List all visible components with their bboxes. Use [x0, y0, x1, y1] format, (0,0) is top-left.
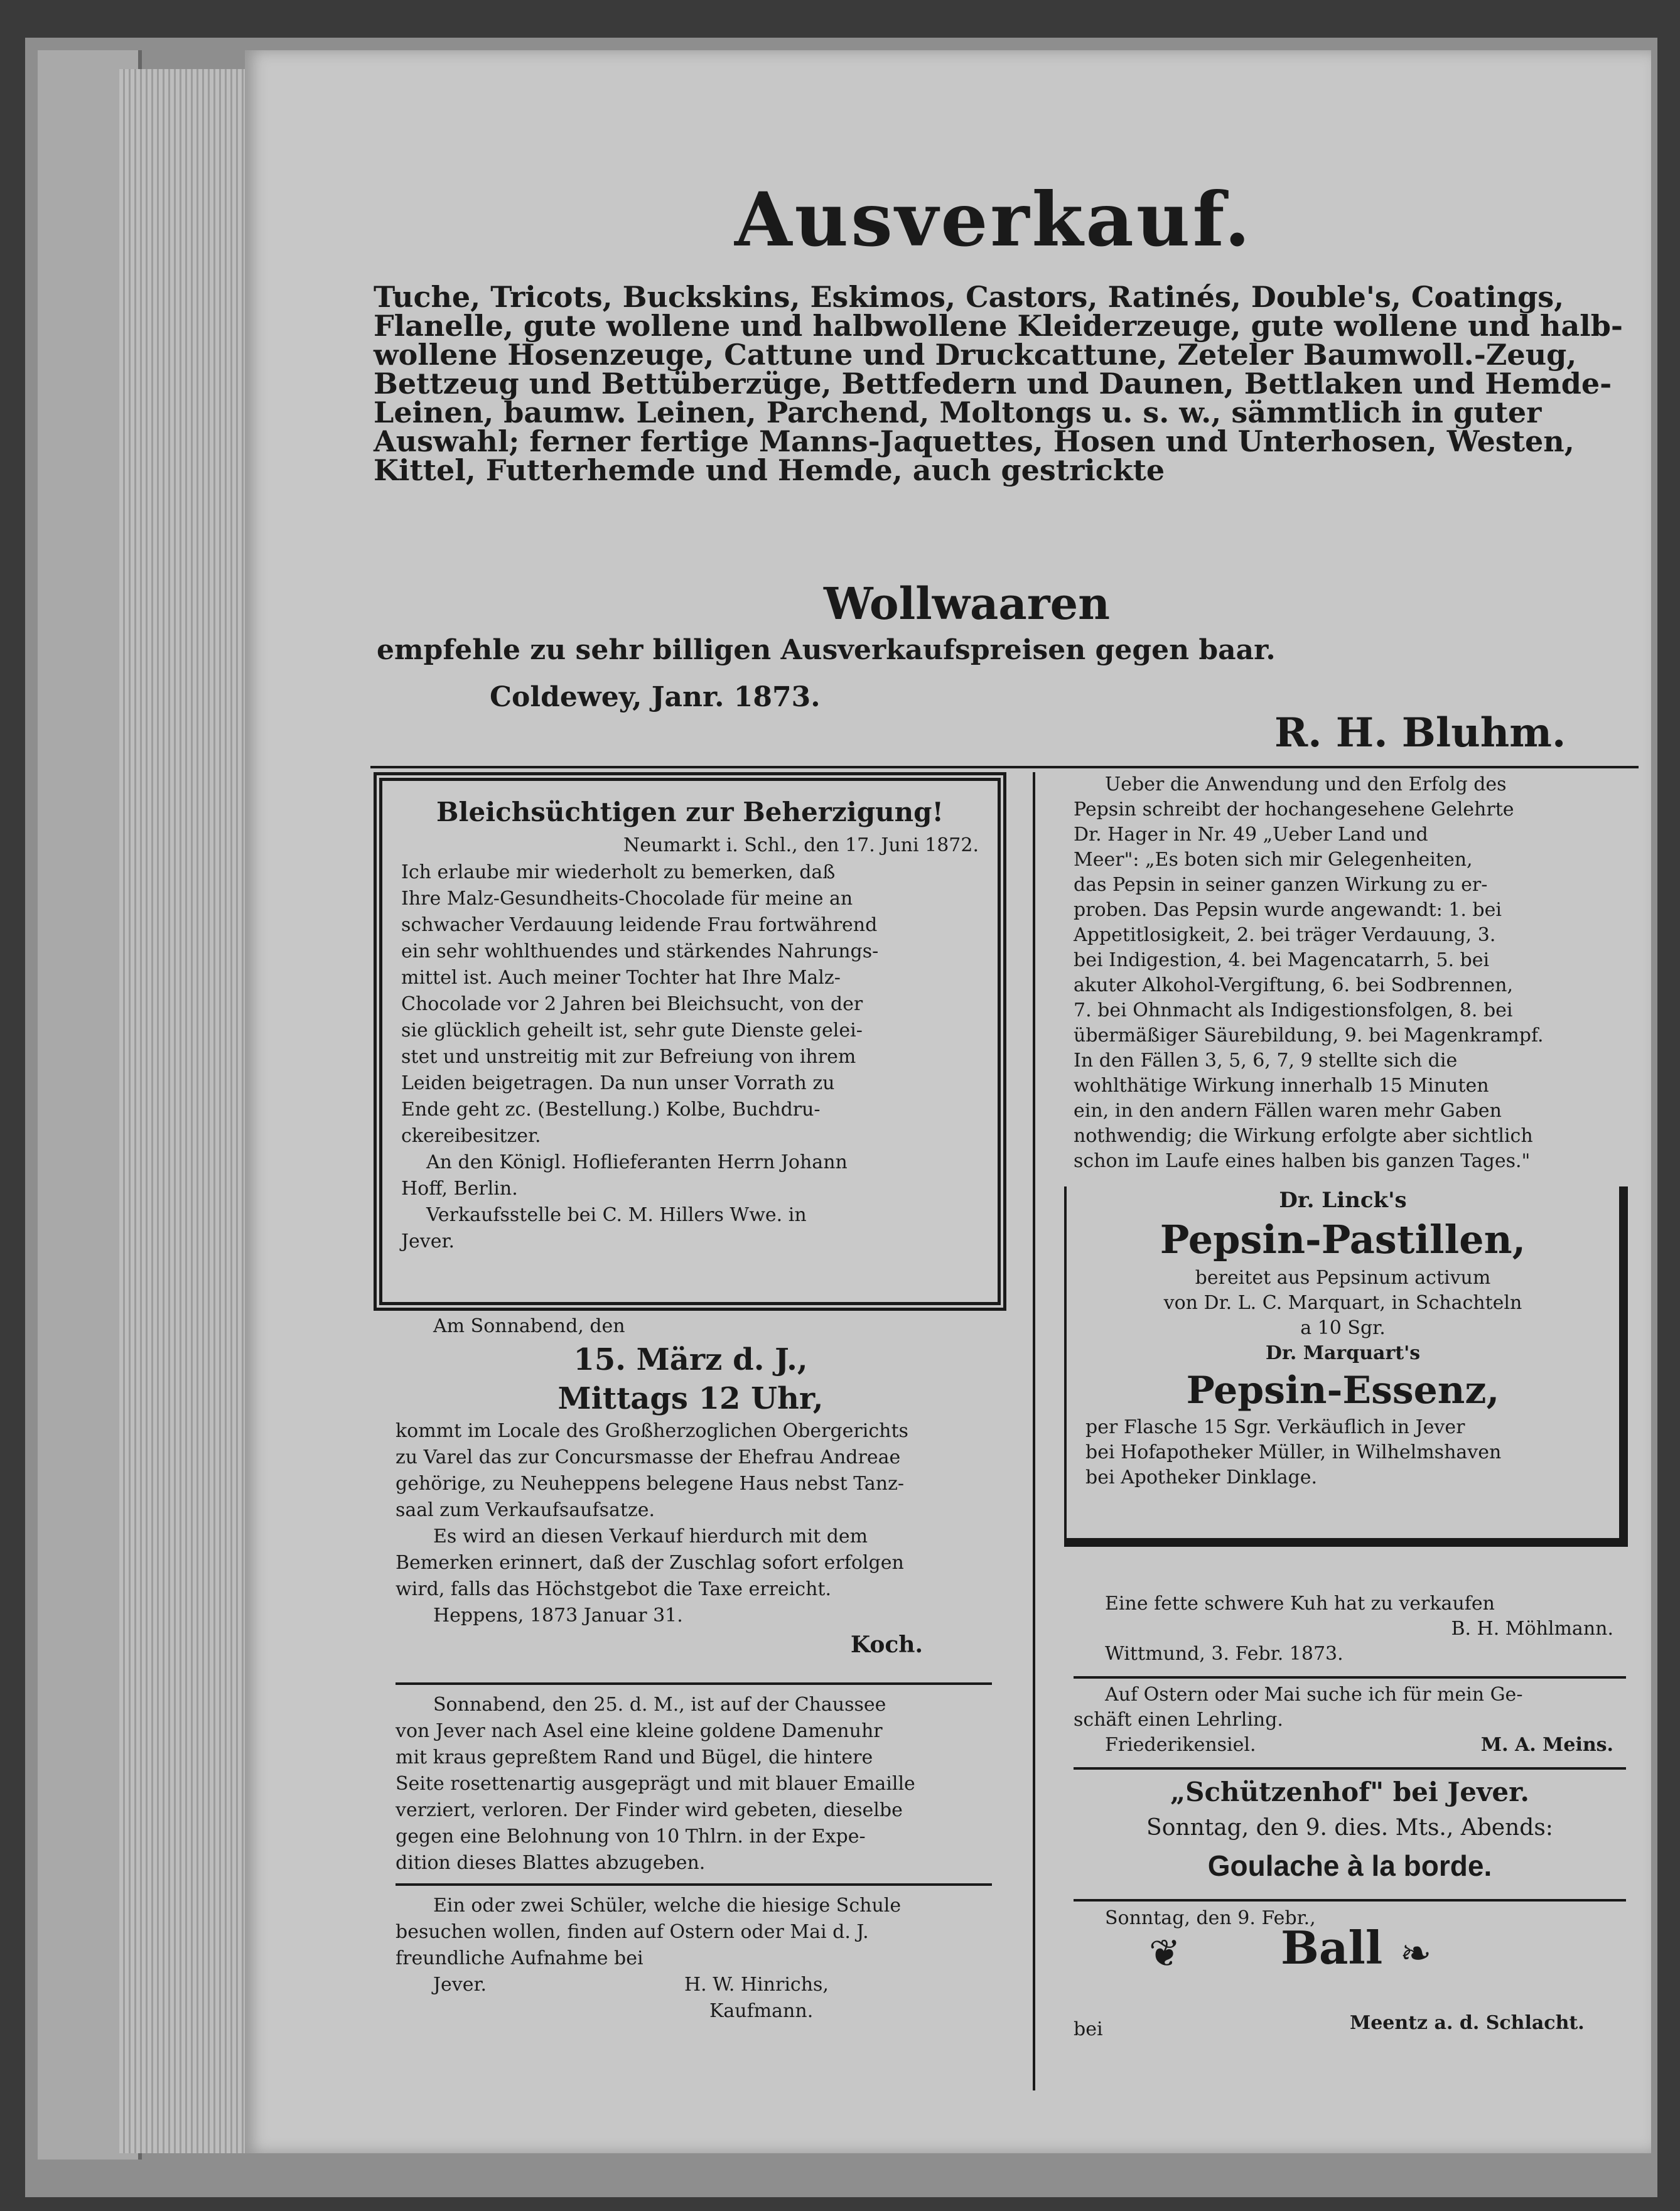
- ausverkauf-line: Bettzeug und Bettüberzüge, Bettfedern und Daunen, Bettlaken und Hemde-: [374, 367, 1612, 401]
- auction-time: Mittags 12 Uhr,: [557, 1381, 824, 1416]
- ausverkauf-line: Auswahl; ferner fertige Manns-Jaquettes, Hosen und Unterhosen, Westen,: [374, 424, 1575, 458]
- auction-ad: [396, 1312, 986, 1660]
- schueler-role: Kaufmann.: [709, 2000, 814, 2022]
- wollwaaren-heading: Wollwaaren: [823, 578, 1111, 630]
- bleichsucht-line: Jever.: [401, 1230, 455, 1252]
- pepsin-line: ein, in den andern Fällen waren mehr Gaben: [1074, 1100, 1502, 1122]
- divider: [370, 766, 1639, 768]
- schueler-line: freundliche Aufnahme bei: [396, 1947, 643, 1969]
- kuh-place: Wittmund, 3. Febr. 1873.: [1105, 1643, 1343, 1665]
- divider: [1074, 1676, 1626, 1679]
- pepsin-line: das Pepsin in seiner ganzen Wirkung zu er-: [1074, 874, 1488, 896]
- ausverkauf-line: Flanelle, gute wollene und halbwollene Kleiderzeuge, gute wollene und halb-: [374, 309, 1623, 343]
- bleichsucht-line: ckereibesitzer.: [401, 1125, 541, 1147]
- schueler-ad: [396, 1893, 986, 2025]
- schueler-line: Ein oder zwei Schüler, welche die hiesige Schule: [433, 1895, 902, 1917]
- bleichsucht-line: Ihre Malz-Gesundheits-Chocolade für meine an: [401, 888, 853, 910]
- ausverkauf-line: Leinen, baumw. Leinen, Parchend, Moltongs u. s. w., sämmtlich in guter: [374, 395, 1542, 429]
- ball-date: Sonntag, den 9. Febr.,: [1105, 1907, 1316, 1929]
- lehrling-sign-row: [1074, 1733, 1626, 1759]
- pepsin-line: Appetitlosigkeit, 2. bei träger Verdauung, 3.: [1074, 924, 1496, 946]
- bleichsucht-line: ein sehr wohlthuendes und stärkendes Nahrungs-: [401, 940, 879, 962]
- divider: [396, 1883, 992, 1886]
- ausverkauf-body: [374, 282, 1629, 485]
- pepsin-maker: von Dr. L. C. Marquart, in Schachteln: [1163, 1292, 1522, 1314]
- pepsin-dr-marquart: Dr. Marquart's: [1265, 1342, 1421, 1364]
- auction-line: Heppens, 1873 Januar 31.: [433, 1605, 683, 1627]
- page-edges: [119, 69, 257, 2153]
- schuetzenhof-event: Goulache à la borde.: [1207, 1849, 1492, 1882]
- bleichsucht-line: schwacher Verdauung leidende Frau fortwährend: [401, 914, 878, 936]
- bleichsucht-line: An den Königl. Hoflieferanten Herrn Johann: [426, 1151, 848, 1173]
- bleichsucht-line: mittel ist. Auch meiner Tochter hat Ihre Malz-: [401, 967, 841, 989]
- lost-line: gegen eine Belohnung von 10 Thlrn. in der Expe-: [396, 1826, 866, 1848]
- bleichsucht-line: Leiden beigetragen. Da nun unser Vorrath zu: [401, 1072, 835, 1094]
- ball-title: Ball: [1281, 1921, 1383, 1974]
- ausverkauf-signature: R. H. Bluhm.: [1274, 709, 1566, 756]
- ausverkauf-line: Kittel, Futterhemde und Hemde, auch gestrickte: [374, 453, 1165, 487]
- ausverkauf-title: Ausverkauf.: [735, 176, 1253, 263]
- pepsin-line: bei Indigestion, 4. bei Magencatarrh, 5. bei: [1074, 949, 1490, 971]
- lost-line: mit kraus gepreßtem Rand und Bügel, die hintere: [396, 1746, 873, 1768]
- bleichsucht-dateline: Neumarkt i. Schl., den 17. Juni 1872.: [623, 834, 979, 856]
- schueler-line: besuchen wollen, finden auf Ostern oder Mai d. J.: [396, 1921, 869, 1943]
- schueler-name: H. W. Hinrichs,: [684, 1974, 829, 1996]
- pepsin-line: schon im Laufe eines halben bis ganzen Tages.": [1074, 1150, 1531, 1172]
- kuh-ad: [1074, 1591, 1626, 1667]
- bleichsucht-line: Ich erlaube mir wiederholt zu bemerken, daß: [401, 861, 836, 883]
- schueler-place: Jever.: [433, 1974, 487, 1996]
- pepsin-line: nothwendig; die Wirkung erfolgte aber sichtlich: [1074, 1125, 1533, 1147]
- flourish-left-icon: ❦: [1149, 1932, 1181, 1976]
- pepsin-line: Pepsin schreibt der hochangesehene Gelehrte: [1074, 799, 1514, 820]
- schuetzenhof-sunday: Sonntag, den 9. dies. Mts., Abends:: [1146, 1815, 1553, 1841]
- pepsin-prepared: bereitet aus Pepsinum activum: [1195, 1267, 1491, 1289]
- pepsin-product-box: [1064, 1186, 1628, 1547]
- pepsin-line: Ueber die Anwendung und den Erfolg des: [1105, 773, 1507, 795]
- kuh-name: B. H. Möhlmann.: [1451, 1618, 1613, 1640]
- bleichsucht-line: Chocolade vor 2 Jahren bei Bleichsucht, von der: [401, 993, 863, 1015]
- lehrling-name: M. A. Meins.: [1480, 1734, 1613, 1756]
- pepsin-line: wohlthätige Wirkung innerhalb 15 Minuten: [1074, 1075, 1489, 1097]
- ausverkauf-empfehle: empfehle zu sehr billigen Ausverkaufspreisen gegen baar.: [377, 634, 1276, 666]
- lehrling-ad: [1074, 1682, 1626, 1759]
- pepsin-line: Meer": „Es boten sich mir Gelegenheiten,: [1074, 849, 1473, 871]
- schueler-sign-row: [396, 1972, 986, 1998]
- bleichsucht-title: Bleichsüchtigen zur Beherzigung!: [436, 797, 944, 827]
- divider: [1074, 1767, 1626, 1770]
- lost-line: verziert, verloren. Der Finder wird gebeten, dieselbe: [396, 1799, 903, 1821]
- lehrling-place: Friederikensiel.: [1105, 1734, 1256, 1756]
- ball-bei: bei: [1074, 2018, 1103, 2040]
- lost-line: von Jever nach Asel eine kleine goldene Damenuhr: [396, 1720, 883, 1742]
- pepsin-essenz-line: bei Apotheker Dinklage.: [1085, 1466, 1318, 1488]
- lehrling-line: Auf Ostern oder Mai suche ich für mein Ge-: [1105, 1684, 1523, 1706]
- ausverkauf-line: Tuche, Tricots, Buckskins, Eskimos, Castors, Ratinés, Double's, Coatings,: [374, 280, 1564, 314]
- schuetzenhof-ad: [1074, 1773, 1626, 1886]
- pepsin-dr-linck: Dr. Linck's: [1279, 1188, 1407, 1213]
- auction-line: zu Varel das zur Concursmasse der Ehefrau Andreae: [396, 1446, 901, 1468]
- divider: [396, 1682, 992, 1685]
- auction-line: wird, falls das Höchstgebot die Taxe erreicht.: [396, 1578, 831, 1600]
- pepsin-essenz-line: bei Hofapotheker Müller, in Wilhelmshaven: [1085, 1441, 1502, 1463]
- pepsin-essenz: Pepsin-Essenz,: [1186, 1369, 1500, 1412]
- ausverkauf-place-date: Coldewey, Janr. 1873.: [490, 681, 821, 713]
- kuh-line: Eine fette schwere Kuh hat zu verkaufen: [1105, 1593, 1495, 1615]
- ausverkauf-line: wollene Hosenzeuge, Cattune und Druckcattune, Zeteler Baumwoll.-Zeug,: [374, 338, 1577, 372]
- auction-line: gehörige, zu Neuheppens belegene Haus nebst Tanz-: [396, 1473, 905, 1495]
- pepsin-line: 7. bei Ohnmacht als Indigestionsfolgen, 8. bei: [1074, 999, 1513, 1021]
- bleichsucht-line: sie glücklich geheilt ist, sehr gute Dienste gelei-: [401, 1019, 863, 1041]
- divider: [1074, 1899, 1626, 1902]
- auction-line1: Am Sonnabend, den: [433, 1315, 625, 1337]
- pepsin-price: a 10 Sgr.: [1300, 1317, 1386, 1339]
- lost-line: dition dieses Blattes abzugeben.: [396, 1852, 706, 1874]
- bleichsucht-line: Verkaufsstelle bei C. M. Hillers Wwe. in: [426, 1204, 807, 1226]
- pepsin-product: Pepsin-Pastillen,: [1160, 1217, 1526, 1262]
- bleichsucht-ad: [374, 772, 1006, 1311]
- auction-signature: Koch.: [850, 1632, 923, 1658]
- schuetzenhof-title: „Schützenhof" bei Jever.: [1170, 1777, 1530, 1807]
- bleichsucht-line: Hoff, Berlin.: [401, 1178, 518, 1200]
- newspaper-page: [245, 50, 1651, 2153]
- auction-line: Es wird an diesen Verkauf hierdurch mit dem: [433, 1525, 868, 1547]
- pepsin-line: akuter Alkohol-Vergiftung, 6. bei Sodbrennen,: [1074, 974, 1514, 996]
- auction-line: kommt im Locale des Großherzoglichen Obergerichts: [396, 1420, 908, 1442]
- pepsin-line: proben. Das Pepsin wurde angewandt: 1. bei: [1074, 899, 1502, 921]
- lost-line: Seite rosettenartig ausgeprägt und mit blauer Emaille: [396, 1773, 915, 1795]
- auction-line: saal zum Verkaufsaufsatze.: [396, 1499, 655, 1521]
- bleichsucht-line: stet und unstreitig mit zur Befreiung von ihrem: [401, 1046, 856, 1068]
- bleichsucht-line: Ende geht zc. (Bestellung.) Kolbe, Buchdru-: [401, 1099, 821, 1121]
- pepsin-line: Dr. Hager in Nr. 49 „Ueber Land und: [1074, 824, 1428, 846]
- column-rule: [1033, 772, 1035, 2090]
- pepsin-essenz-line: per Flasche 15 Sgr. Verkäuflich in Jever: [1085, 1416, 1465, 1438]
- auction-date: 15. März d. J.,: [573, 1342, 808, 1377]
- pepsin-line: übermäßiger Säurebildung, 9. bei Magenkrampf.: [1074, 1025, 1544, 1046]
- lost-line: Sonnabend, den 25. d. M., ist auf der Chaussee: [433, 1694, 886, 1716]
- flourish-right-icon: ❧: [1400, 1932, 1432, 1976]
- ball-ad: [1074, 1905, 1626, 2068]
- pepsin-line: In den Fällen 3, 5, 6, 7, 9 stellte sich die: [1074, 1050, 1458, 1072]
- pepsin-ad: [1074, 772, 1626, 1174]
- lost-watch-ad: [396, 1692, 986, 1876]
- lehrling-line: schäft einen Lehrling.: [1074, 1709, 1283, 1731]
- ball-host: Meentz a. d. Schlacht.: [1350, 2012, 1585, 2034]
- auction-line: Bemerken erinnert, daß der Zuschlag sofort erfolgen: [396, 1552, 904, 1574]
